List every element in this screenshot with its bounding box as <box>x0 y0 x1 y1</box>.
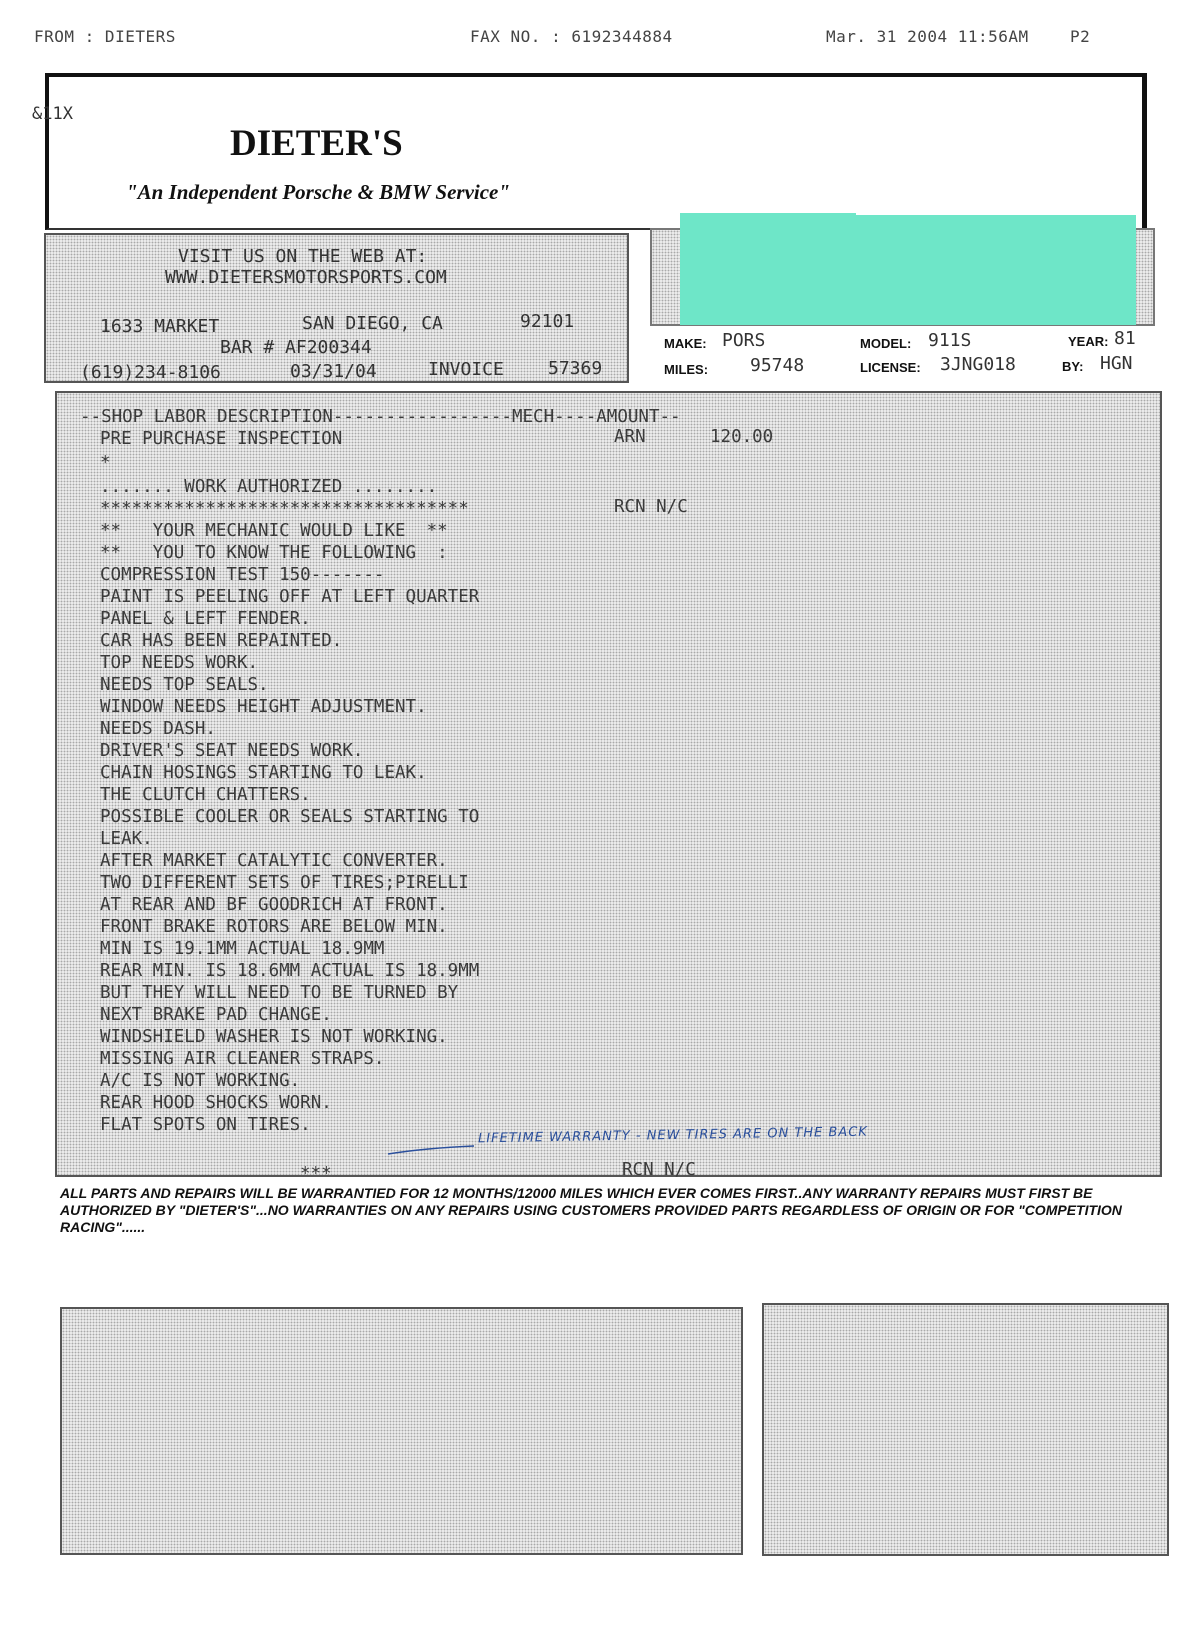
totals-box <box>762 1303 1169 1556</box>
note-line: REAR MIN. IS 18.6MM ACTUAL IS 18.9MM <box>100 961 480 981</box>
invoice-label: INVOICE <box>428 359 504 380</box>
rcn-top: RCN N/C <box>614 497 688 517</box>
year-value: 81 <box>1114 328 1136 349</box>
note-line: MISSING AIR CLEANER STRAPS. <box>100 1049 385 1069</box>
miles-label: MILES: <box>664 362 709 377</box>
note-line: PAINT IS PEELING OFF AT LEFT QUARTER <box>100 587 480 607</box>
labor-mech: ARN <box>614 427 646 447</box>
shop-zip: 92101 <box>520 311 575 332</box>
note-line: THE CLUTCH CHATTERS. <box>100 785 311 805</box>
shop-phone: (619)234-8106 <box>80 362 221 383</box>
note-line: NEEDS DASH. <box>100 719 216 739</box>
license-label: LICENSE: <box>860 360 921 375</box>
note-line: AT REAR AND BF GOODRICH AT FRONT. <box>100 895 448 915</box>
fax-from: FROM : DIETERS <box>34 27 176 46</box>
model-label: MODEL: <box>860 336 912 351</box>
model-value: 911S <box>928 330 972 351</box>
note-line: AFTER MARKET CATALYTIC CONVERTER. <box>100 851 448 871</box>
shop-slogan: "An Independent Porsche & BMW Service" <box>126 180 511 204</box>
note-line: POSSIBLE COOLER OR SEALS STARTING TO <box>100 807 480 827</box>
note-line: WINDSHIELD WASHER IS NOT WORKING. <box>100 1027 448 1047</box>
year-label: YEAR: <box>1068 334 1109 349</box>
note-line: CHAIN HOSINGS STARTING TO LEAK. <box>100 763 427 783</box>
labor-header: --SHOP LABOR DESCRIPTION-----------------MECH----AMOUNT-- <box>80 407 681 427</box>
web-line-1: VISIT US ON THE WEB AT: <box>178 246 428 267</box>
shop-city: SAN DIEGO, CA <box>302 313 443 334</box>
make-value: PORS <box>722 330 766 351</box>
miles-value: 95748 <box>750 355 805 376</box>
note-line: NEXT BRAKE PAD CHANGE. <box>100 1005 332 1025</box>
note-line: FRONT BRAKE ROTORS ARE BELOW MIN. <box>100 917 448 937</box>
web-line-2: WWW.DIETERSMOTORSPORTS.COM <box>165 267 447 288</box>
rcn-bottom: RCN N/C <box>622 1160 696 1180</box>
shop-bar-number: BAR # AF200344 <box>220 337 372 358</box>
labor-item: PRE PURCHASE INSPECTION <box>100 429 343 449</box>
invoice-date: 03/31/04 <box>290 361 377 382</box>
redaction-block-left <box>680 213 856 325</box>
handwritten-note: LIFETIME WARRANTY - NEW TIRES ARE ON THE BACK <box>477 1124 869 1147</box>
mechanic-notes <box>100 520 479 1136</box>
note-line: ** YOU TO KNOW THE FOLLOWING : <box>100 543 448 563</box>
license-value: 3JNG018 <box>940 354 1016 375</box>
note-line: TOP NEEDS WORK. <box>100 653 259 673</box>
labor-amount: 120.00 <box>710 427 774 447</box>
note-line: ** YOUR MECHANIC WOULD LIKE ** <box>100 521 448 541</box>
end-stars: *** <box>300 1164 332 1184</box>
redaction-block-right <box>853 215 1136 325</box>
shop-name: DIETER'S <box>230 123 403 164</box>
warranty-terms: ALL PARTS AND REPAIRS WILL BE WARRANTIED FOR 12 MONTHS/12000 MILES WHICH EVER COMES FIRST..ANY WARRANTY REPAIRS MUST FIRST BE AUTHORIZED BY "DIETER'S"...NO WARRANTIES ON ANY REPAIRS USING CUSTOMERS PROVIDED PARTS REGARDLESS OF ORIGIN OR FOR "COMPETITION RACING"...... <box>60 1185 1122 1235</box>
note-line: A/C IS NOT WORKING. <box>100 1071 301 1091</box>
handwritten-arrow-line <box>386 1140 476 1160</box>
shop-header-box <box>45 73 1147 230</box>
by-label: BY: <box>1062 359 1084 374</box>
note-line: MIN IS 19.1MM ACTUAL 18.9MM <box>100 939 385 959</box>
stars-divider: *********************************** <box>100 499 469 519</box>
labor-star: * <box>100 453 111 473</box>
invoice-number: 57369 <box>548 358 603 379</box>
corner-mark: &11X <box>32 104 73 124</box>
note-line: WINDOW NEEDS HEIGHT ADJUSTMENT. <box>100 697 427 717</box>
note-line: NEEDS TOP SEALS. <box>100 675 269 695</box>
note-line: LEAK. <box>100 829 153 849</box>
fax-page: P2 <box>1070 27 1091 46</box>
by-value: HGN <box>1100 353 1133 374</box>
note-line: DRIVER'S SEAT NEEDS WORK. <box>100 741 364 761</box>
fax-number: FAX NO. : 6192344884 <box>470 27 673 46</box>
note-line: FLAT SPOTS ON TIRES. <box>100 1115 311 1135</box>
fax-date: Mar. 31 2004 11:56AM <box>826 27 1029 46</box>
note-line: TWO DIFFERENT SETS OF TIRES;PIRELLI <box>100 873 469 893</box>
note-line: BUT THEY WILL NEED TO BE TURNED BY <box>100 983 459 1003</box>
note-line: COMPRESSION TEST 150------- <box>100 565 385 585</box>
shop-street: 1633 MARKET <box>100 316 220 337</box>
work-authorized: ....... WORK AUTHORIZED ........ <box>100 477 438 497</box>
note-line: REAR HOOD SHOCKS WORN. <box>100 1093 332 1113</box>
note-line: CAR HAS BEEN REPAINTED. <box>100 631 343 651</box>
note-line: PANEL & LEFT FENDER. <box>100 609 311 629</box>
signature-box <box>60 1307 743 1555</box>
make-label: MAKE: <box>664 336 707 351</box>
